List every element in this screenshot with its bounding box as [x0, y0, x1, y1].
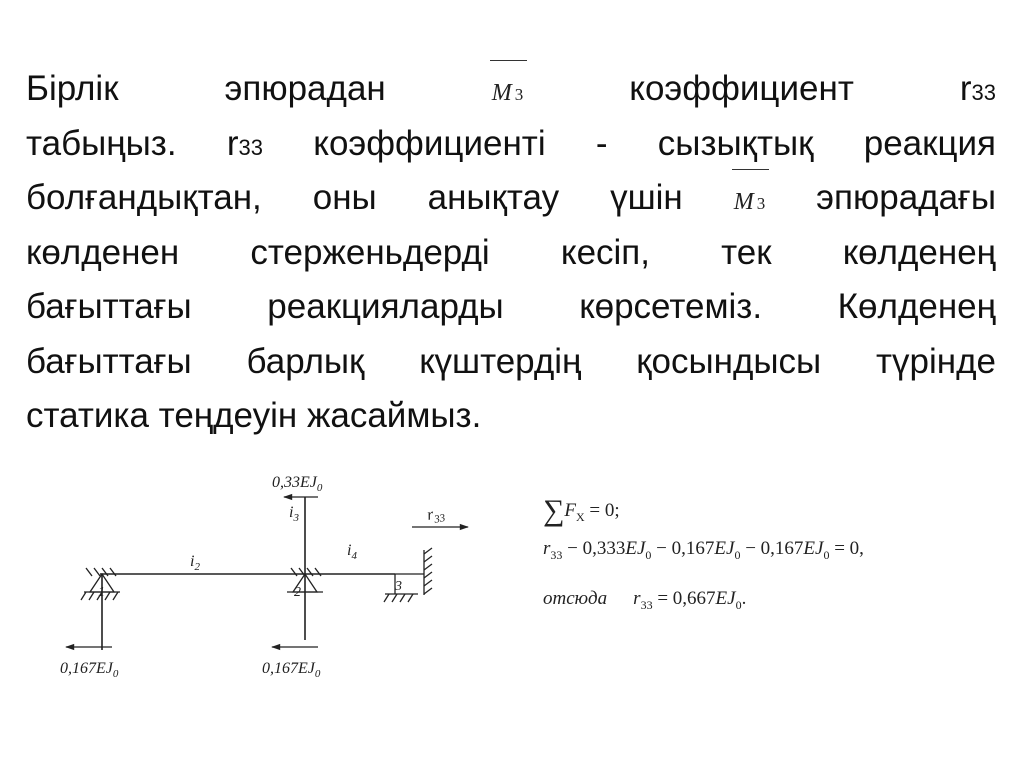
symbol-index: 3	[514, 85, 524, 104]
f-letter: F	[564, 500, 576, 521]
frame-diagram	[40, 460, 470, 690]
r33-label: $r_{33}$	[425, 506, 447, 526]
node-1-label: 1	[98, 585, 105, 600]
overline	[490, 60, 528, 61]
word: көлденен	[26, 232, 180, 272]
word: табыңыз.	[26, 123, 177, 163]
word: бағыттағы	[26, 341, 192, 381]
word: реакция	[863, 123, 996, 163]
term: − 0,167	[740, 538, 804, 559]
i3-label: $i_3$	[289, 504, 299, 524]
ej-subscript: 0	[645, 547, 652, 562]
m3-symbol	[492, 66, 524, 123]
left-force-label: $0,167EJ_0$	[60, 660, 119, 680]
ej-symbol: EJ	[625, 538, 646, 559]
word: кесіп,	[560, 232, 650, 272]
r-letter: r	[226, 123, 239, 163]
word: коэффициент	[629, 69, 854, 108]
term: − 0,333	[562, 538, 626, 559]
r33-inline	[227, 117, 263, 176]
ej-subscript: 0	[734, 547, 741, 562]
word: стерженьдерді	[250, 232, 490, 272]
node-2-label: 2	[294, 585, 301, 600]
term: − 0,167	[651, 538, 715, 559]
r-letter: r	[633, 588, 641, 609]
hence-word: отсюда	[543, 588, 608, 609]
result-value: = 0,667	[652, 588, 716, 609]
word: тек	[721, 232, 772, 272]
paragraph-line-4	[26, 226, 996, 281]
ej-subscript: 0	[823, 547, 830, 562]
word: коэффициенті	[313, 123, 546, 163]
equation-sum-fx	[543, 494, 620, 528]
ej-symbol: EJ	[803, 538, 824, 559]
x-subscript: X	[576, 509, 585, 524]
word: эпюрадағы	[816, 178, 996, 217]
i2-label: $i_2$	[190, 553, 200, 573]
r-subscript: 33	[238, 134, 263, 160]
r-subscript: 33	[550, 547, 563, 562]
dash: -	[595, 123, 608, 163]
r-subscript: 33	[971, 80, 996, 105]
word: күштердің	[419, 341, 582, 381]
paragraph-line-3	[26, 171, 996, 226]
paragraph-line-6	[26, 335, 996, 390]
word: болғандықтан,	[26, 178, 262, 217]
right-support	[384, 548, 432, 602]
equation-tail: = 0,	[829, 538, 864, 559]
symbol-index: 3	[756, 194, 766, 213]
i4-label: $i_4$	[347, 542, 357, 562]
word: қосындысы	[636, 341, 822, 381]
paragraph-line-7	[26, 389, 996, 444]
word: оны	[312, 178, 377, 217]
ej-subscript: 0	[735, 597, 742, 612]
top-force-label: $0,33EJ_0$	[272, 474, 323, 494]
word: көлденең	[842, 232, 996, 272]
paragraph-line-5	[26, 280, 996, 335]
word: бағыттағы	[26, 287, 192, 326]
ej-symbol: EJ	[715, 588, 736, 609]
symbol-letter: M	[491, 80, 512, 106]
word: сызықтық	[657, 123, 814, 163]
node-3-label: 3	[395, 579, 402, 594]
r-letter: r	[959, 69, 972, 108]
word: барлық	[246, 341, 365, 381]
word: Көлденең	[837, 287, 996, 326]
r33-inline	[960, 62, 996, 121]
ej-symbol: EJ	[714, 538, 735, 559]
word: анықтау	[427, 178, 560, 217]
word: реакцияларды	[267, 287, 504, 326]
m3-symbol	[734, 175, 766, 232]
r-letter: r	[543, 538, 551, 559]
symbol-letter: M	[733, 189, 754, 215]
word: көрсетеміз.	[579, 287, 763, 326]
paragraph-line-2	[26, 117, 996, 172]
r-subscript: 33	[640, 597, 653, 612]
overline	[732, 169, 770, 170]
word: статика теңдеуін жасаймыз.	[26, 396, 482, 435]
bottom-force-label: $0,167EJ_0$	[262, 660, 321, 680]
sigma-symbol: ∑	[543, 494, 565, 527]
word: Бірлік	[26, 69, 119, 108]
word: түрінде	[876, 341, 996, 381]
word: үшін	[610, 178, 683, 217]
paragraph	[26, 62, 996, 444]
equation-balance	[543, 538, 864, 563]
period: .	[741, 588, 747, 609]
paragraph-line-1	[26, 62, 996, 117]
equation-rest: = 0;	[584, 500, 620, 521]
equation-result	[543, 588, 746, 613]
word: эпюрадан	[224, 69, 386, 108]
